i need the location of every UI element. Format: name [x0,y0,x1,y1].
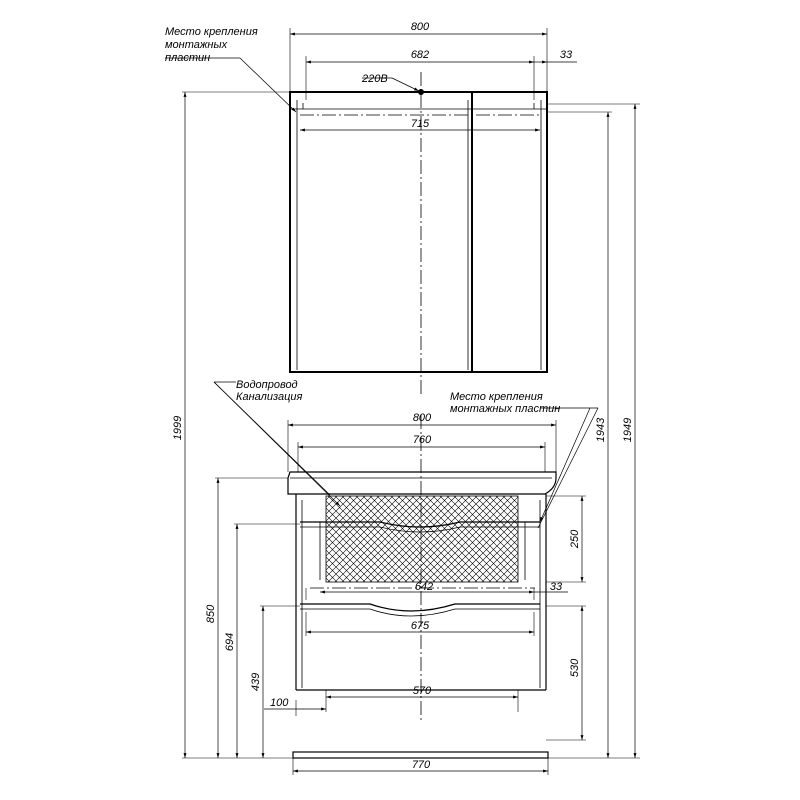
countertop [288,472,556,494]
svg-text:Место крепления: Место крепления [165,26,258,38]
dim-cabinet-h1: 1943 [595,417,607,443]
drawer-lower-front [300,604,540,611]
cabinet-dimensions [290,21,577,130]
dim-height-total: 1999 [172,415,184,441]
svg-text:Место крепления: Место крепления [450,391,543,403]
dim-lower-height: 530 [569,658,581,678]
dim-cabinet-mount: 715 [410,118,430,130]
dim-height-low: 439 [250,672,262,692]
dim-drawer-offset: 33 [549,581,563,593]
cabinet-outline [290,92,547,372]
dim-drawer-height: 250 [569,529,581,549]
vanity-dimensions [264,412,568,775]
dim-height-top: 850 [205,604,217,624]
dim-vanity-inner: 760 [412,434,432,446]
dim-base-width: 770 [411,759,431,771]
dim-drawer-inner: 642 [414,581,434,593]
dim-wall-offset: 100 [270,697,289,709]
dim-cabinet-width: 800 [410,21,430,33]
dim-bottom-inner: 570 [412,685,432,697]
svg-text:Канализация: Канализация [236,391,303,403]
plumbing-callout [214,379,340,506]
svg-text:Водопровод: Водопровод [236,379,298,391]
svg-text:монтажных пластин: монтажных пластин [450,403,561,415]
dim-height-mid: 694 [224,632,236,652]
dim-cabinet-h2: 1949 [622,417,634,443]
plumbing-zone [326,496,518,582]
dim-cabinet-offset: 33 [559,49,573,61]
svg-text:монтажных: монтажных [165,39,228,51]
svg-text:пластин: пластин [165,52,211,64]
dim-cabinet-inner: 682 [410,49,430,61]
dim-vanity-width: 800 [412,412,432,424]
dim-drawer-mount: 675 [410,620,430,632]
base-plate [293,752,548,758]
power-label: 220В [362,73,388,85]
